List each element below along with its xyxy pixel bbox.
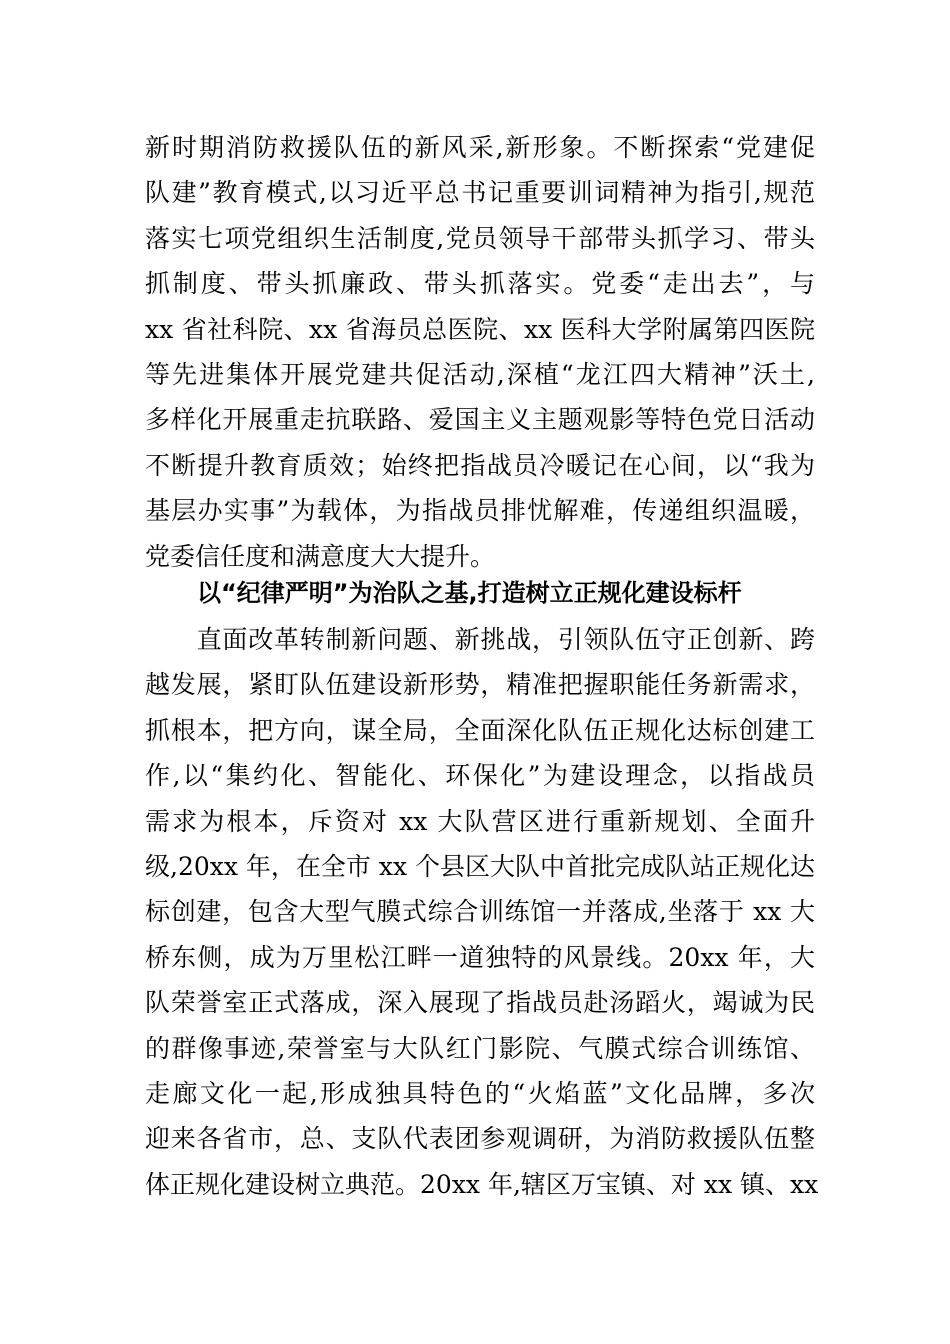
text-line: 抓制度、带头抓廉政、带头抓落实。党委“走出去”，与	[145, 269, 815, 299]
text-line: 队荣誉室正式落成，深入展现了指战员赴汤蹈火，竭诚为民	[145, 988, 815, 1018]
text-line: 的群像事迹,荣誉室与大队红门影院、气膜式综合训练馆、	[145, 1033, 815, 1063]
text-line: 走廊文化一起,形成独具特色的“火焰蓝”文化品牌，多次	[145, 1078, 815, 1108]
text-line: 基层办实事”为载体，为指战员排忧解难，传递组织温暖，	[145, 496, 815, 526]
text-line: 等先进集体开展党建共促活动,深植“龙江四大精神”沃土,	[145, 359, 815, 389]
text-line: xx 省社科院、xx 省海员总医院、xx 医科大学附属第四医院	[145, 314, 815, 344]
text-line: 桥东侧，成为万里松江畔一道独特的风景线。20xx 年，大	[145, 942, 815, 972]
paragraph-party-building	[145, 125, 815, 579]
text-line: 体正规化建设树立典范。20xx 年,辖区万宝镇、对 xx 镇、xx	[145, 1169, 819, 1199]
section-heading: 以“纪律严明”为治队之基,打造树立正规化建设标杆	[197, 579, 742, 607]
text-line: 直面改革转制新问题、新挑战，引领队伍守正创新、跨	[145, 625, 815, 654]
text-line: 不断提升教育质效；始终把指战员冷暖记在心间，以“我为	[145, 450, 815, 480]
text-line: 越发展，紧盯队伍建设新形势，精准把握职能任务新需求，	[145, 670, 815, 700]
text-line: 党委信任度和满意度大大提升。	[145, 541, 496, 571]
paragraph-standardization	[145, 617, 819, 1207]
text-line: 标创建，包含大型气膜式综合训练馆一并落成,坐落于 xx 大	[145, 897, 815, 927]
text-line: 作,以“集约化、智能化、环保化”为建设理念，以指战员	[145, 761, 815, 791]
text-line: 级,20xx 年，在全市 xx 个县区大队中首批完成队站正规化达	[145, 851, 815, 881]
text-line: 落实七项党组织生活制度,党员领导干部带头抓学习、带头	[145, 223, 815, 253]
text-line: 新时期消防救援队伍的新风采,新形象。不断探索“党建促	[145, 133, 815, 162]
text-line: 多样化开展重走抗联路、爱国主义主题观影等特色党日活动	[145, 405, 815, 435]
text-line: 队建”教育模式,以习近平总书记重要训词精神为指引,规范	[145, 178, 815, 208]
text-line: 迎来各省市，总、支队代表团参观调研，为消防救援队伍整	[145, 1124, 815, 1154]
text-line: 抓根本，把方向，谋全局，全面深化队伍正规化达标创建工	[145, 715, 815, 745]
text-line: 需求为根本，斥资对 xx 大队营区进行重新规划、全面升	[145, 806, 815, 836]
